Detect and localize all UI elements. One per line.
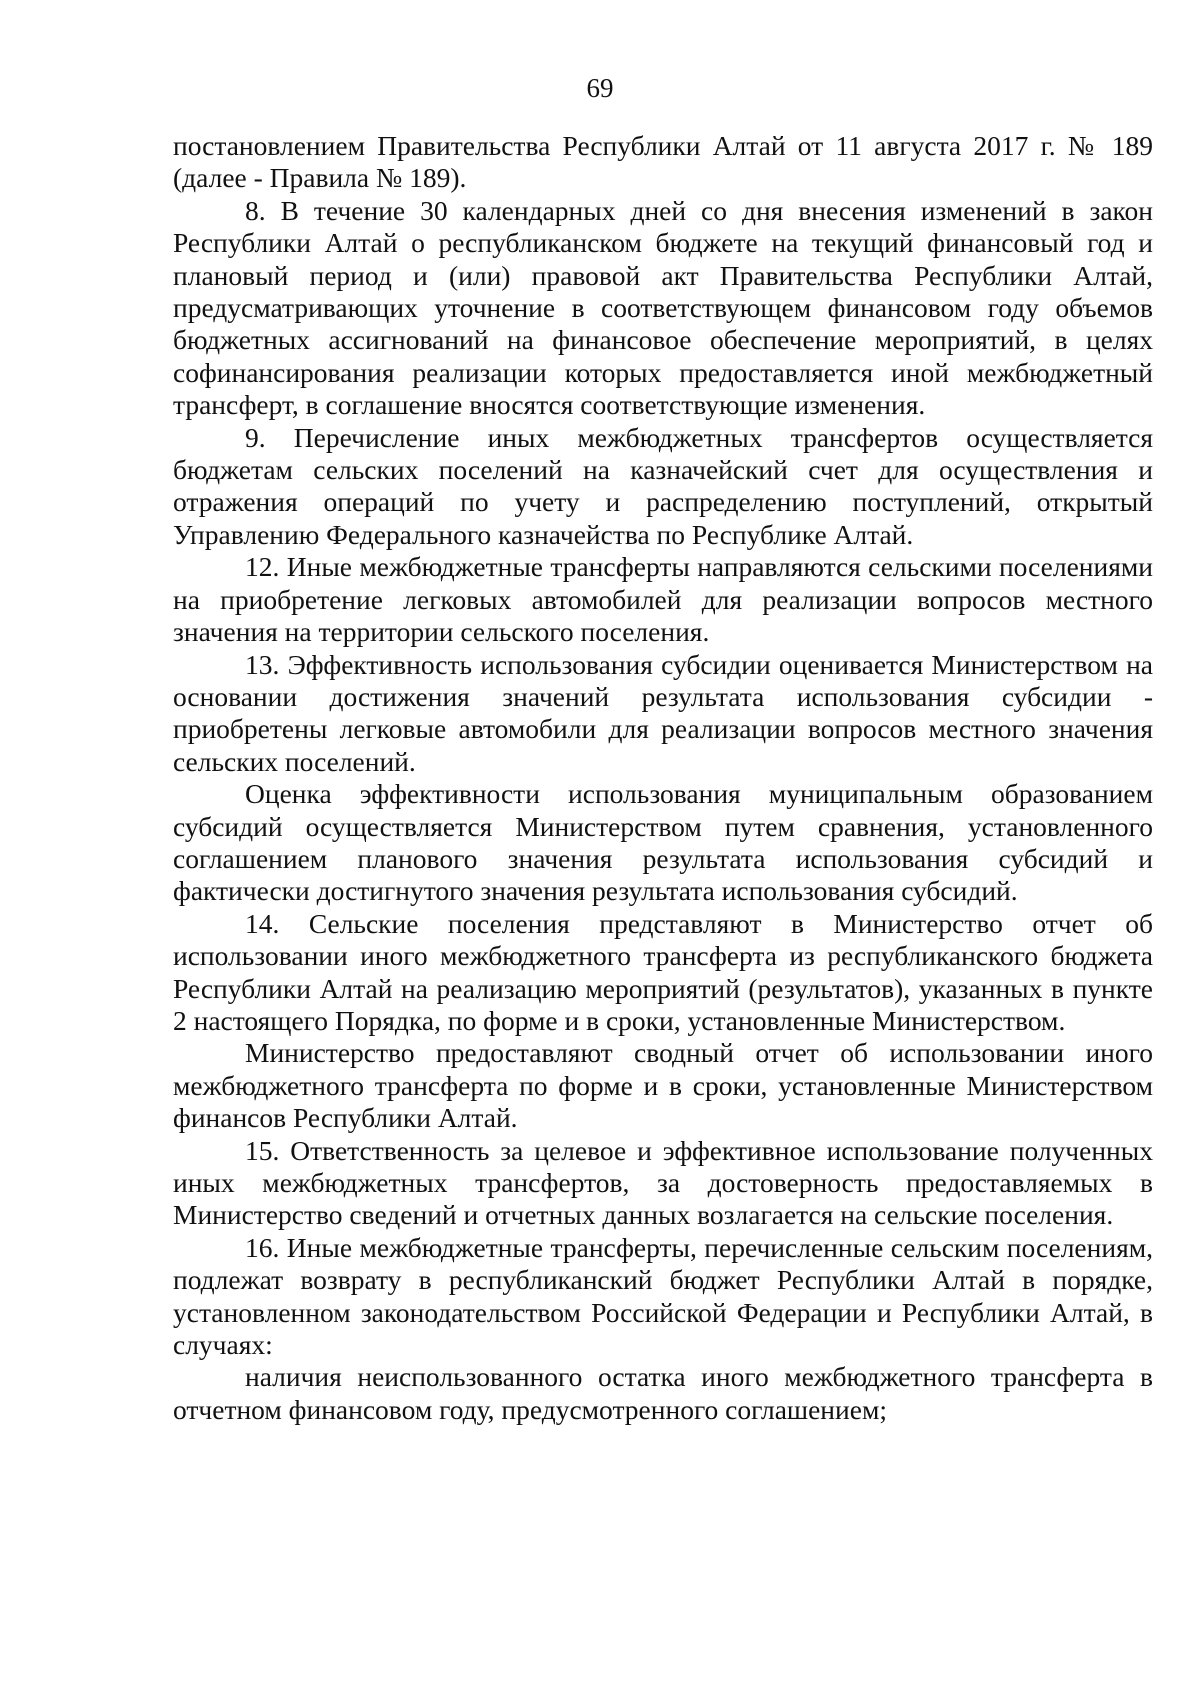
paragraph-item-14: 14. Сельские поселения представляют в Министерство отчет об использовании иного межбюджетного трансферта из республиканского бюджета Республики Алтай на реализацию мероприятий (результатов), указанных в пункте 2 настоящего Порядка, по форме и в сроки, установленные Министерством.	[173, 907, 1153, 1036]
page-number: 69	[586, 73, 614, 103]
paragraph-item-13: 13. Эффективность использования субсидии оценивается Министерством на основании достижения значений результата использования субсидии - приобретены легковые автомобили для реализации вопросов местного значения сельских поселений.	[173, 648, 1153, 777]
paragraph-unused-balance: наличия неиспользованного остатка иного межбюджетного трансферта в отчетном финансовом году, предусмотренного соглашением;	[173, 1361, 1153, 1425]
paragraph-item-9: 9. Перечисление иных межбюджетных трансфертов осуществляется бюджетам сельских поселений на казначейский счет для осуществления и отражения операций по учету и распределению поступлений, открытый Управлению Федерального казначейства по Республике Алтай.	[173, 421, 1153, 550]
paragraph-item-16: 16. Иные межбюджетные трансферты, перечисленные сельским поселениям, подлежат возврату в республиканский бюджет Республики Алтай в порядке, установленном законодательством Российской Федерации и Республики Алтай, в случаях:	[173, 1231, 1153, 1361]
paragraph-item-15: 15. Ответственность за целевое и эффективное использование полученных иных межбюджетных трансфертов, за достоверность предоставляемых в Министерство сведений и отчетных данных возлагается на сельские поселения.	[173, 1134, 1153, 1231]
paragraph-continuation: постановлением Правительства Республики Алтай от 11 августа 2017 г. № 189 (далее - Правила № 189).	[173, 130, 1153, 194]
paragraph-efficiency-assessment: Оценка эффективности использования муниципальным образованием субсидий осуществляется Министерством путем сравнения, установленного соглашением планового значения результата использования субсидий и фактически достигнутого значения результата использования субсидий.	[173, 778, 1153, 907]
paragraph-summary-report: Министерство предоставляют сводный отчет об использовании иного межбюджетного трансферта по форме и в сроки, установленные Министерством финансов Республики Алтай.	[173, 1037, 1153, 1134]
paragraph-item-8: 8. В течение 30 календарных дней со дня внесения изменений в закон Республики Алтай о республиканском бюджете на текущий финансовый год и плановый период и (или) правовой акт Правительства Республики Алтай, предусматривающих уточнение в соответствующем финансовом году объемов бюджетных ассигнований на финансовое обеспечение мероприятий, в целях софинансирования реализации которых предоставляется иной межбюджетный трансферт, в соглашение вносятся соответствующие изменения.	[173, 194, 1153, 421]
document-body	[173, 130, 1153, 1426]
paragraph-item-12: 12. Иные межбюджетные трансферты направляются сельскими поселениями на приобретение легковых автомобилей для реализации вопросов местного значения на территории сельского поселения.	[173, 551, 1153, 648]
